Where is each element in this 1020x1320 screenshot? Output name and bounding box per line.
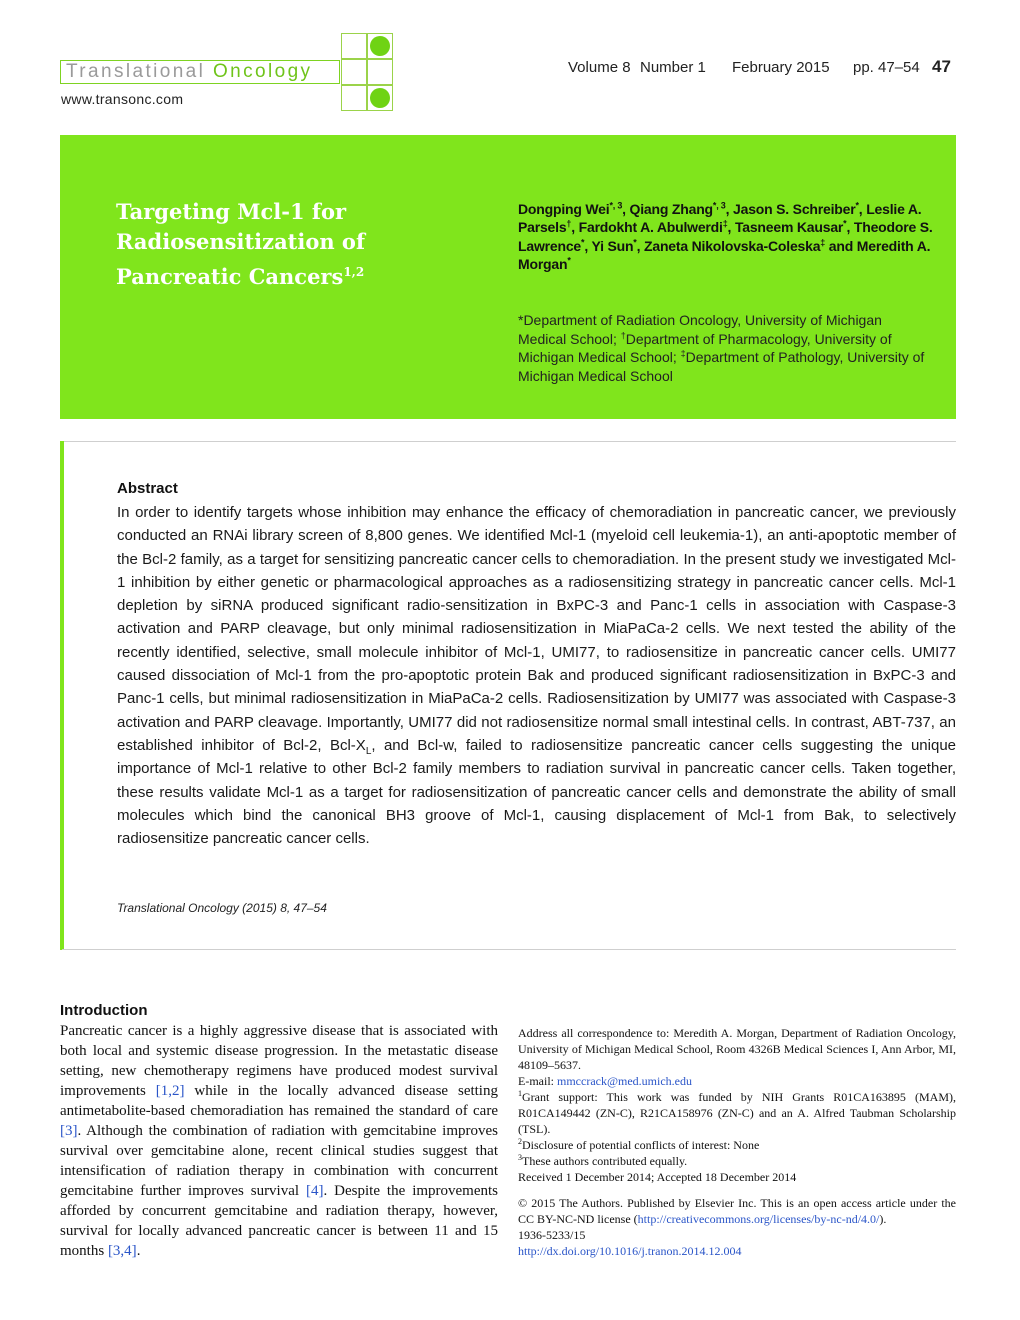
license-link[interactable]: http://creativecommons.org/licenses/by-nc-nd/4.0/: [637, 1212, 880, 1226]
author-separator: ,: [584, 237, 592, 254]
author-name: Zaneta Nikolovska-Coleska: [644, 237, 821, 254]
article-title: Targeting Mcl-1 for Radiosensitization of Pancreatic Cancers$^{1,2}$: [116, 199, 365, 289]
reference-link[interactable]: [1,2]: [155, 1083, 185, 1099]
doi-link[interactable]: http://dx.doi.org/10.1016/j.tranon.2014.12.004: [518, 1244, 742, 1258]
journal-logo-grid: [341, 33, 393, 111]
author-separator: ,: [622, 201, 630, 217]
author-list: [518, 200, 938, 274]
author-separator: ,: [636, 237, 644, 254]
page-range: pp. 47–54: [853, 59, 920, 76]
received-dates: Received 1 December 2014; Accepted 18 December 2014: [518, 1170, 797, 1184]
author-name: Yi Sun: [591, 237, 634, 254]
author-affiliation-mark: *, 3: [712, 200, 726, 211]
author-affiliation-mark: *: [581, 237, 585, 248]
article-notes: [518, 1025, 956, 1259]
author-affiliation-mark: *: [567, 255, 571, 266]
introduction-text: Pancreatic cancer is a highly aggressive disease that is associated with both local and systemic disease progression. In the metastatic disease setting, new chemotherapy regimens have produced modest survival improvements [1,2] while in the locally advanced disease setting antimetabolite-based chemoradiation has remained the standard of care [3]. Although the combination of radiation with gemcitabine improves survival over gemcitabine alone, recent clinical studies suggest that intensification of radiation therapy in combination with concurrent gemcitabine further improves survival [4]. Despite the improvements afforded by concurrent gemcitabine and radiation therapy, however, survival for locally advanced pancreatic cancer is between 11 and 15 months [3,4].: [60, 1023, 499, 1259]
logo-word-2: Oncology: [212, 61, 313, 82]
abstract-heading: Abstract: [117, 480, 178, 497]
correspondence-email: E-mail: mmccrack@med.umich.edu: [518, 1074, 692, 1088]
issn: 1936-5233/15: [518, 1228, 586, 1242]
volume: Volume 8: [568, 59, 631, 76]
footnote-3: $^3$These authors contributed equally.: [518, 1153, 688, 1168]
author-separator: ,: [571, 219, 579, 236]
author-name: Dongping Wei: [518, 201, 610, 217]
reference-link[interactable]: [3]: [60, 1123, 78, 1139]
affiliations: *Department of Radiation Oncology, University of Michigan Medical School; †Department of Pharmacology, University of Michigan Medical School; ‡Department of Pathology, University of Michigan Medical School: [518, 312, 925, 384]
title-footnote-marks: 1,2: [343, 265, 365, 279]
abstract-bottom-rule: [62, 949, 956, 950]
logo-dot-top: [370, 36, 390, 56]
journal-website-link[interactable]: www.transonc.com: [61, 91, 184, 107]
author-name: Fardokht A. Abulwerdi: [578, 219, 723, 236]
author-separator: ,: [725, 201, 734, 217]
author-separator: ,: [846, 219, 854, 236]
issue-date: February 2015: [732, 59, 830, 76]
logo-dot-bottom: [370, 88, 390, 108]
author-affiliation-mark: *: [843, 218, 847, 229]
author-separator: ,: [727, 219, 735, 236]
author-affiliation-mark: *, 3: [609, 200, 623, 211]
logo-word-1: Translational: [66, 61, 206, 82]
author-separator: ,: [858, 201, 867, 217]
introduction-heading: Introduction: [60, 1002, 148, 1019]
issue-number: Number 1: [640, 59, 706, 76]
abstract-text: In order to identify targets whose inhibition may enhance the efficacy of chemoradiation in pancreatic cancer, we previously conducted an RNAi library screen of 8,800 genes. We identified Mcl-1 (myeloid cell leukemia-1), an anti-apoptotic member of the Bcl-2 family, as a target for sensitizing pancreatic cancer cells to chemoradiation. In the present study we investigated Mcl-1 inhibition by either genetic or pharmacological approaches as a radiosensitizing strategy in pancreatic cancer cells. Mcl-1 depletion by siRNA produced significant radio-sensitization in BxPC-3 and Panc-1 cells in association with Caspase-3 activation and PARP cleavage, but only minimal radiosensitization in MiaPaCa-2 cells. We next tested the ability of the recently identified, selective, small molecule inhibitor of Mcl-1, UMI77, to radiosensitize in pancreatic cancer cells. UMI77 caused dissociation of Mcl-1 from the pro-apoptotic protein Bak and produced significant radiosensitization in BxPC-3 and Panc-1 cells, but minimal radiosensitization in MiaPaCa-2 cells. Radiosensitization by UMI77 was associated with Caspase-3 activation and PARP cleavage. Importantly, UMI77 did not radiosensitize normal small intestinal cells. In contrast, ABT-737, an established inhibitor of Bcl-2, Bcl-$X_L$, and Bcl-w, failed to radiosensitize pancreatic cancer cells suggesting the unique importance of Mcl-1 relative to other Bcl-2 family members to radiation survival in pancreatic cancer cells. Taken together, these results validate Mcl-1 as a target for radiosensitization of pancreatic cancer cells and demonstrate the ability of small molecules which bind the canonical BH3 groove of Mcl-1, causing displacement of Mcl-1 from Bak, to selectively radiosensitize pancreatic cancer cells.: [117, 504, 957, 848]
author-name: Qiang Zhang: [629, 201, 713, 217]
reference-link[interactable]: [4]: [306, 1183, 324, 1199]
journal-logo-text: [66, 60, 312, 84]
footnote-2: $^2$Disclosure of potential conflicts of interest: None: [518, 1137, 760, 1152]
author-affiliation-mark: ‡: [722, 218, 728, 229]
email-link[interactable]: mmccrack@med.umich.edu: [557, 1074, 692, 1088]
footnote-1: $^1$Grant support: This work was funded by NIH Grants R01CA163895 (MAM), R01CA149442 (ZN-C), R21CA158976 (ZN-C) and an A. Alfred Taubman Scholarship (TSL).: [518, 1089, 956, 1136]
abstract-top-rule: [62, 441, 956, 442]
reference-link[interactable]: [3,4]: [107, 1243, 137, 1259]
abstract-accent-bar: [60, 441, 64, 950]
author-affiliation-mark: *: [633, 237, 637, 248]
author-name: Leslie A. Parsels: [518, 201, 922, 236]
author-affiliation-mark: †: [566, 218, 572, 229]
author-affiliation-mark: ‡: [820, 237, 826, 248]
author-separator: and: [825, 237, 857, 254]
author-affiliation-mark: *: [855, 200, 859, 211]
author-name: Theodore S. Lawrence: [518, 219, 933, 254]
copyright-notice: © 2015 The Authors. Published by Elsevier Inc. This is an open access article under the CC BY-NC-ND license (http://creativecommons.org/licenses/by-nc-nd/4.0/).: [518, 1196, 956, 1226]
author-name: Jason S. Schreiber: [733, 201, 856, 217]
page-number: 47: [932, 57, 951, 76]
author-name: Tasneem Kausar: [734, 219, 844, 236]
correspondence-address: Address all correspondence to: Meredith A. Morgan, Department of Radiation Oncology, University of Michigan Medical School, Room 4326B Medical Sciences I, Ann Arbor, MI, 48109–5637.: [518, 1026, 956, 1072]
journal-citation: Translational Oncology (2015) 8, 47–54: [117, 901, 327, 915]
author-name: Meredith A. Morgan: [518, 237, 931, 273]
